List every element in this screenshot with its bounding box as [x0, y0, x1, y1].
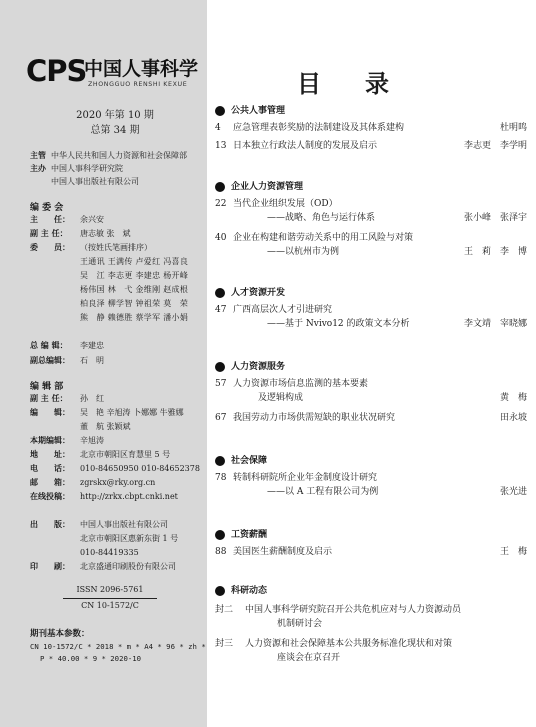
- toc-section-name: 企业人力资源管理: [231, 182, 304, 192]
- board-member-line: 杨伟国 林 弋 金维刚 赵成根: [80, 285, 189, 294]
- board-director: 余兴安: [80, 215, 104, 224]
- toc-page: 88: [215, 547, 227, 557]
- toc-entry-title: 中国人事科学研究院召开公共危机应对与人力资源动员: [245, 605, 462, 615]
- board-director-label: 主 任：: [30, 215, 70, 224]
- board-vice-director-label: 副 主 任：: [30, 229, 68, 238]
- bullet-icon: [215, 362, 225, 372]
- toc-entry-author: 张光进: [499, 487, 527, 497]
- total-issue: 总第 34 期: [90, 125, 140, 136]
- issn: ISSN 2096-5761: [76, 585, 144, 594]
- email-label: 邮 箱：: [30, 478, 70, 487]
- toc-entry-author: 黄 梅: [499, 393, 527, 403]
- toc-section-name: 工资薪酬: [231, 530, 268, 540]
- toc-entry-title: 我国劳动力市场供需短缺的职业状况研究: [233, 413, 396, 423]
- toc-page: 封三: [215, 639, 234, 649]
- catalog-line-2: P * 40.00 * 9 * 2020-10: [40, 654, 142, 663]
- toc-page: 封二: [215, 605, 234, 615]
- issn-divider: [63, 598, 157, 599]
- logo-mark: CPS: [26, 54, 87, 88]
- toc-entry-subtitle: ——战略、角色与运行体系: [267, 213, 376, 223]
- chief-editor: 李建忠: [80, 341, 104, 350]
- masthead-panel: [0, 0, 207, 727]
- toc-entry-title: 美国医生薪酬制度及启示: [233, 547, 333, 557]
- journal-name-cn: 中国人事科学: [84, 58, 199, 80]
- toc-entry-subtitle: 机制研讨会: [277, 619, 323, 629]
- deputy-editor: 石 明: [80, 356, 104, 365]
- catalog-title: 期刊基本参数：: [30, 629, 90, 639]
- toc-entry-title: 人力资源和社会保障基本公共服务标准化现状和对策: [245, 639, 453, 649]
- toc-entry-title: 广西高层次人才引进研究: [233, 305, 333, 315]
- toc-page: 67: [215, 413, 227, 423]
- toc-entry-title: 应急管理表彰奖励的法制建设及其体系建构: [233, 123, 405, 133]
- online-submission-url: http://zrkx.cbpt.cnki.net: [80, 492, 178, 501]
- bullet-icon: [215, 288, 225, 298]
- bullet-icon: [215, 456, 225, 466]
- online-submission-label: 在线投稿：: [30, 492, 70, 501]
- publisher-phone: 010-84419335: [80, 548, 139, 557]
- toc-entry-subtitle: ——基于 Nvivo12 的政策文本分析: [267, 319, 410, 329]
- office-vice-director: 孙 红: [80, 394, 104, 403]
- toc-page: 78: [215, 473, 227, 483]
- toc-entry-author: 王 梅: [499, 547, 527, 557]
- toc-entry-title: 转制科研院所企业年金制度设计研究: [233, 473, 378, 483]
- office-editors-line2: 董 航 张颖斌: [80, 422, 131, 431]
- board-member-line: 熊 静 赖德胜 蔡学军 潘小娟: [80, 313, 189, 322]
- phone-label: 电 话：: [30, 464, 70, 473]
- toc-entry-subtitle: ——以杭州市为例: [267, 247, 340, 257]
- issn-cn-box: [63, 585, 157, 613]
- toc-entry-subtitle: 及逻辑构成: [258, 393, 304, 403]
- issue-editor: 辛旭涛: [80, 436, 104, 445]
- publisher-address: 北京市朝阳区惠新东街 1 号: [80, 534, 179, 543]
- toc-section-name: 社会保障: [231, 456, 268, 466]
- board-member-line: 王通讯 王满传 卢爱红 冯喜良: [80, 257, 189, 266]
- toc-entry-author: 李志更 李学明: [463, 141, 527, 151]
- bullet-icon: [215, 586, 225, 596]
- address-label: 地 址：: [30, 450, 70, 459]
- address: 北京市朝阳区育慧里 5 号: [80, 450, 171, 459]
- office-editors-label: 编 辑：: [30, 408, 70, 417]
- toc-entry-author: 田永坡: [499, 413, 527, 423]
- toc-entry-author: 张小峰 张泽宇: [463, 213, 527, 223]
- editorial-office-title: 编 辑 部: [30, 382, 64, 392]
- organizer-value-2: 中国人事出版社有限公司: [51, 177, 139, 186]
- printer-label: 印 刷：: [30, 562, 70, 571]
- publisher-label: 出 版：: [30, 520, 70, 529]
- toc-section-name: 公共人事管理: [231, 106, 286, 116]
- board-members-note: （按姓氏笔画排序）: [80, 243, 152, 252]
- journal-name-en: ZHONGGUO RENSHI KEXUE: [88, 81, 188, 88]
- toc-title: 目录: [297, 69, 433, 98]
- organizer-value: 中国人事科学研究院: [51, 164, 123, 173]
- toc-page: 40: [215, 233, 227, 243]
- issue-number: 2020 年第 10 期: [76, 110, 154, 121]
- bullet-icon: [215, 530, 225, 540]
- issue-editor-label: 本期编辑：: [30, 436, 70, 445]
- organizer-label: 主办: [30, 164, 46, 173]
- chief-editor-label: 总 编 辑：: [30, 341, 68, 350]
- catalog-line-1: CN 10-1572/C * 2018 * m * A4 * 96 * zh *: [30, 642, 206, 651]
- toc-entry-subtitle: 座谈会在京召开: [277, 653, 341, 663]
- editorial-board-title: 编 委 会: [30, 203, 64, 213]
- toc-page: 57: [215, 379, 227, 389]
- board-member-line: 柏良泽 柳学智 钟祖荣 莫 荣: [80, 299, 189, 308]
- email: zgrskx@rky.org.cn: [80, 478, 156, 487]
- toc-entry-subtitle: ——以 A 工程有限公司为例: [267, 487, 379, 497]
- bullet-icon: [215, 182, 225, 192]
- office-vice-director-label: 副 主 任：: [30, 394, 68, 403]
- toc-entry-title: 日本独立行政法人制度的发展及启示: [233, 141, 378, 151]
- toc-page: 13: [215, 141, 227, 151]
- publisher: 中国人事出版社有限公司: [80, 520, 168, 529]
- toc-entry-author: 王 莉 李 博: [463, 247, 527, 257]
- printer: 北京盛通印刷股份有限公司: [80, 562, 176, 571]
- sponsor-value: 中华人民共和国人力资源和社会保障部: [51, 151, 187, 160]
- toc-page: 4: [215, 123, 221, 133]
- toc-entry-author: 杜明鸣: [499, 123, 527, 133]
- toc-entry-author: 李文靖 宰晓娜: [463, 319, 527, 329]
- cn-number: CN 10-1572/C: [81, 601, 139, 610]
- toc-section-name: 科研动态: [231, 586, 268, 596]
- toc-page: 22: [215, 199, 227, 209]
- board-member-line: 吴 江 李志更 李建忠 杨开峰: [80, 271, 189, 280]
- toc-section-name: 人才资源开发: [231, 288, 286, 298]
- phone: 010-84650950 010-84652378: [80, 464, 200, 473]
- sponsor-label: 主管: [30, 151, 46, 160]
- toc-page: 47: [215, 305, 227, 315]
- board-members-label: 委 员：: [30, 243, 70, 252]
- deputy-editor-label: 副总编辑：: [30, 356, 70, 365]
- office-editors-line1: 吴 艳 辛旭涛 卜娜娜 牛雅娜: [80, 408, 184, 417]
- toc-section-name: 人力资源服务: [231, 362, 286, 372]
- bullet-icon: [215, 106, 225, 116]
- toc-entry-title: 人力资源市场信息监测的基本要素: [233, 379, 369, 389]
- toc-entry-title: 当代企业组织发展（OD）: [233, 199, 338, 209]
- toc-entry-title: 企业在构建和谐劳动关系中的用工风险与对策: [233, 233, 414, 243]
- board-vice-director: 唐志敏 张 斌: [80, 229, 131, 238]
